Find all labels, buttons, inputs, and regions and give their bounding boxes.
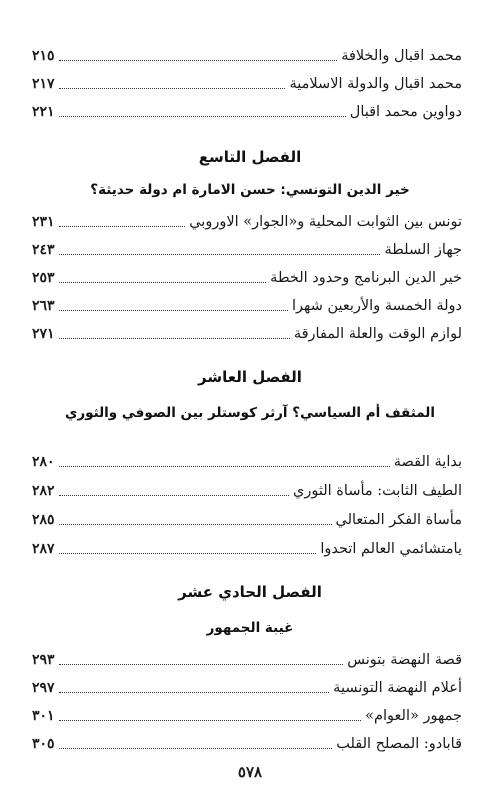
entry-page-number: ٢٦٣ [32, 298, 55, 314]
chapter-subtitle: المثقف أم السياسي؟ آرثر كوستلر بين الصوفي والثوري [64, 405, 436, 421]
entry-page-number: ٢٩٣ [32, 652, 55, 668]
dot-leader [59, 282, 267, 283]
entry-page-number: ٣٠٥ [32, 736, 55, 752]
entry-page-number: ٢٩٧ [32, 680, 55, 696]
dot-leader [59, 664, 344, 665]
entry-title: جمهور «العوام» [365, 708, 462, 724]
toc-entry [32, 210, 462, 232]
dot-leader [59, 495, 289, 496]
toc-entry [32, 676, 462, 698]
toc-entry [32, 537, 462, 559]
entry-title: أعلام النهضة التونسية [333, 680, 462, 696]
entry-page-number: ٢١٥ [32, 48, 55, 64]
chapter-heading: الفصل التاسع [198, 148, 302, 166]
entry-title: خير الدين البرنامج وحدود الخطة [270, 270, 462, 286]
dot-leader [59, 88, 286, 89]
dot-leader [59, 466, 390, 467]
dot-leader [59, 553, 317, 554]
toc-entry [32, 238, 462, 260]
entry-page-number: ٢٨٠ [32, 454, 55, 470]
toc-entry [32, 294, 462, 316]
toc-entry [32, 479, 462, 501]
entry-page-number: ٢٨٢ [32, 483, 55, 499]
dot-leader [59, 748, 333, 749]
toc-entry [32, 72, 462, 94]
toc-entry [32, 508, 462, 530]
entry-title: بداية القصة [393, 454, 462, 470]
toc-entry [32, 732, 462, 754]
entry-page-number: ٢٧١ [32, 326, 55, 342]
page-number: ٥٧٨ [237, 763, 263, 781]
chapter-subtitle: غيبة الجمهور [206, 620, 294, 636]
entry-title: مأساة الفكر المتعالي [335, 512, 462, 528]
toc-entry [32, 266, 462, 288]
entry-title: قصة النهضة بتونس [347, 652, 462, 668]
chapter-heading: الفصل الحادي عشر [178, 583, 322, 601]
entry-page-number: ٢٤٣ [32, 242, 55, 258]
entry-title: تونس بين الثوابت المحلية و«الجوار» الاوروبي [189, 214, 462, 230]
toc-entry [32, 450, 462, 472]
entry-page-number: ٢٣١ [32, 214, 55, 230]
entry-page-number: ٢٨٧ [32, 541, 55, 557]
dot-leader [59, 116, 346, 117]
chapter-heading: الفصل العاشر [198, 368, 302, 386]
entry-title: محمد اقبال والدولة الاسلامية [289, 76, 462, 92]
entry-page-number: ٢٥٣ [32, 270, 55, 286]
toc-entry [32, 648, 462, 670]
entry-page-number: ٣٠١ [32, 708, 55, 724]
dot-leader [59, 692, 330, 693]
dot-leader [59, 226, 186, 227]
toc-entry [32, 704, 462, 726]
dot-leader [59, 254, 381, 255]
toc-entry [32, 322, 462, 344]
entry-title: دواوين محمد اقبال [349, 104, 462, 120]
dot-leader [59, 60, 338, 61]
entry-title: دولة الخمسة والأربعين شهرا [292, 298, 462, 314]
entry-title: لوازم الوقت والعلة المفارقة [293, 326, 462, 342]
entry-title: قابادو: المصلح القلب [336, 736, 462, 752]
entry-page-number: ٢١٧ [32, 76, 55, 92]
entry-page-number: ٢٨٥ [32, 512, 55, 528]
entry-page-number: ٢٢١ [32, 104, 55, 120]
dot-leader [59, 524, 332, 525]
dot-leader [59, 720, 362, 721]
dot-leader [59, 338, 290, 339]
entry-title: يامتشائمي العالم اتحدوا [320, 541, 462, 557]
chapter-subtitle: خير الدين التونسي: حسن الامارة ام دولة حديثة؟ [90, 182, 410, 198]
entry-title: جهاز السلطة [384, 242, 462, 258]
entry-title: محمد اقبال والخلافة [341, 48, 462, 64]
toc-entry [32, 100, 462, 122]
entry-title: الطيف الثابت: مأساة الثوري [293, 483, 462, 499]
dot-leader [59, 310, 288, 311]
toc-entry [32, 44, 462, 66]
